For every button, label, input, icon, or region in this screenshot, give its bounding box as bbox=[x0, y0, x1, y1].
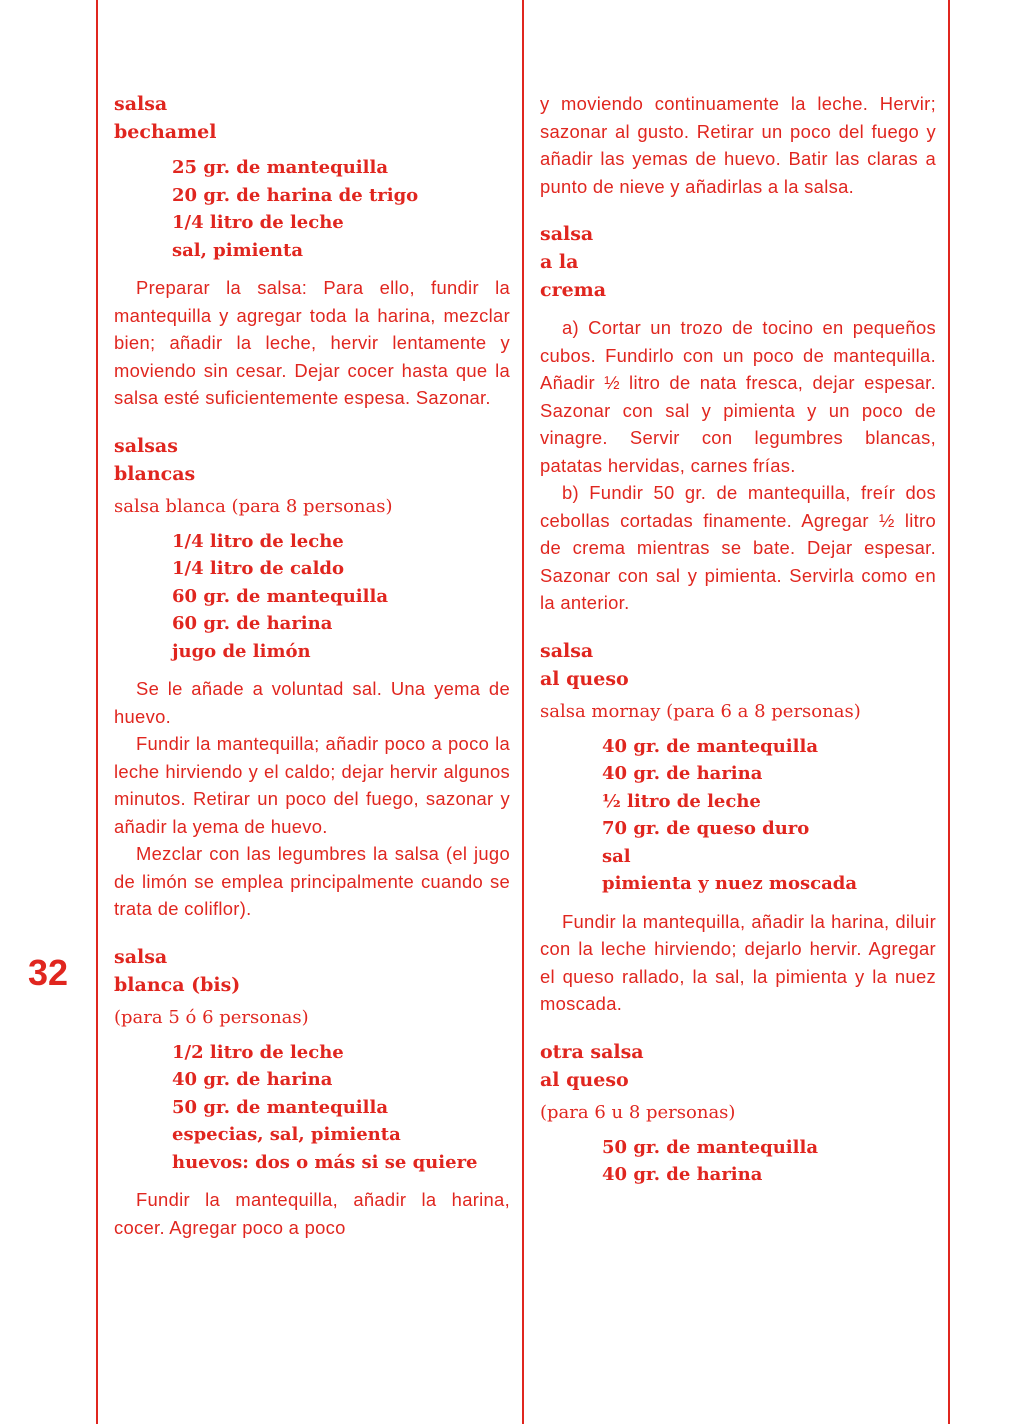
right-column bbox=[540, 90, 936, 1189]
recipe-instructions: Se le añade a voluntad sal. Una yema de huevo. Fundir la mantequilla; añadir poco a poco la leche hirviendo y el caldo; dejar hervir algunos minutos. Retirar un poco del fuego, sazonar y añadir la yema de huevo. Mezclar con las legumbres la salsa (el jugo de limón se emplea principalmente cuando se trata de coliflor). bbox=[114, 678, 510, 919]
ingredient: huevos: dos o más si se quiere bbox=[172, 1151, 478, 1173]
ingredient: 1/4 litro de caldo bbox=[172, 558, 344, 579]
ingredient: 50 gr. de mantequilla bbox=[172, 1096, 388, 1118]
ingredient: 40 gr. de mantequilla bbox=[602, 735, 818, 757]
ingredient: sal bbox=[602, 845, 631, 867]
recipe-instructions: Fundir la mantequilla, añadir la harina, cocer. Agregar poco a poco bbox=[114, 1189, 510, 1238]
recipe-subtitle: salsa blanca (para 8 personas) bbox=[114, 495, 393, 517]
recipe-salsa-crema bbox=[540, 220, 936, 617]
ingredient-list bbox=[602, 1134, 936, 1189]
left-rule bbox=[96, 0, 98, 1424]
ingredient: 20 gr. de harina de trigo bbox=[172, 184, 419, 206]
recipe-otra-salsa-queso bbox=[540, 1038, 936, 1189]
recipe-instructions: a) Cortar un trozo de tocino en pequeños cubos. Fundirlo con un poco de mantequilla. Añadir ½ litro de nata fresca, dejar espesar. Sazonar con sal y pimienta y un poco de vinagre. Servir con legumbres blancas, patatas hervidas, carnes frías. b) Fundir 50 gr. de mantequilla, freír dos cebollas cortadas finamente. Agregar ½ litro de crema mientras se bate. Dejar espesar. Sazonar con sal y pimienta. Servirla como en la anterior. bbox=[540, 317, 936, 613]
recipe-instructions: Preparar la salsa: Para ello, fundir la mantequilla y agregar toda la harina, mezclar bien; añadir la leche, hervir lentamente y moviendo sin cesar. Dejar cocer hasta que la salsa esté suficientemente espesa. Sazonar. bbox=[114, 277, 510, 408]
ingredient: sal, pimienta bbox=[172, 239, 303, 261]
left-column bbox=[114, 90, 510, 1241]
ingredient: 50 gr. de mantequilla bbox=[602, 1136, 818, 1158]
recipe-subtitle: (para 5 ó 6 personas) bbox=[114, 1006, 309, 1028]
recipe-bechamel bbox=[114, 90, 510, 412]
recipe-title: salsa blanca (bis) bbox=[114, 945, 241, 996]
ingredient: especias, sal, pimienta bbox=[172, 1124, 401, 1145]
ingredient-list bbox=[172, 154, 510, 264]
recipe-salsa-queso bbox=[540, 637, 936, 1018]
ingredient: 40 gr. de harina bbox=[602, 763, 763, 784]
ingredient-list bbox=[172, 1039, 510, 1177]
recipe-salsas-blancas bbox=[114, 432, 510, 923]
continued-instructions: y moviendo continuamente la leche. Hervir; sazonar al gusto. Retirar un poco del fuego y añadir las yemas de huevo. Batir las claras a punto de nieve y añadirlas a la salsa. bbox=[540, 93, 936, 197]
ingredient: 40 gr. de harina bbox=[602, 1164, 763, 1185]
recipe-title: otra salsa al queso bbox=[540, 1040, 644, 1091]
ingredient: 1/4 litro de leche bbox=[172, 530, 344, 552]
recipe-title: salsa a la crema bbox=[540, 223, 607, 301]
ingredient: 70 gr. de queso duro bbox=[602, 818, 810, 839]
ingredient: 25 gr. de mantequilla bbox=[172, 157, 388, 178]
recipe-subtitle: salsa mornay (para 6 a 8 personas) bbox=[540, 700, 861, 722]
recipe-title: salsa al queso bbox=[540, 639, 629, 690]
ingredient: pimienta y nuez moscada bbox=[602, 873, 857, 894]
ingredient: ½ litro de leche bbox=[602, 790, 761, 812]
ingredient: 60 gr. de harina bbox=[172, 613, 333, 634]
ingredient: jugo de limón bbox=[172, 640, 311, 662]
ingredient: 60 gr. de mantequilla bbox=[172, 585, 388, 607]
ingredient-list bbox=[602, 733, 936, 898]
recipe-salsa-blanca-bis bbox=[114, 943, 510, 1242]
recipe-title: salsa bechamel bbox=[114, 93, 217, 143]
right-rule bbox=[948, 0, 950, 1424]
center-rule bbox=[522, 0, 524, 1424]
recipe-title: salsas blancas bbox=[114, 434, 196, 485]
ingredient: 1/4 litro de leche bbox=[172, 212, 344, 233]
ingredient: 40 gr. de harina bbox=[172, 1069, 333, 1090]
ingredient-list bbox=[172, 528, 510, 666]
recipe-instructions: Fundir la mantequilla, añadir la harina, diluir con la leche hirviendo; dejarlo hervir. Agregar el queso rallado, la sal, la pimienta y la nuez moscada. bbox=[540, 910, 936, 1014]
page-number: 32 bbox=[28, 952, 69, 993]
recipe-subtitle: (para 6 u 8 personas) bbox=[540, 1101, 736, 1123]
ingredient: 1/2 litro de leche bbox=[172, 1041, 344, 1063]
